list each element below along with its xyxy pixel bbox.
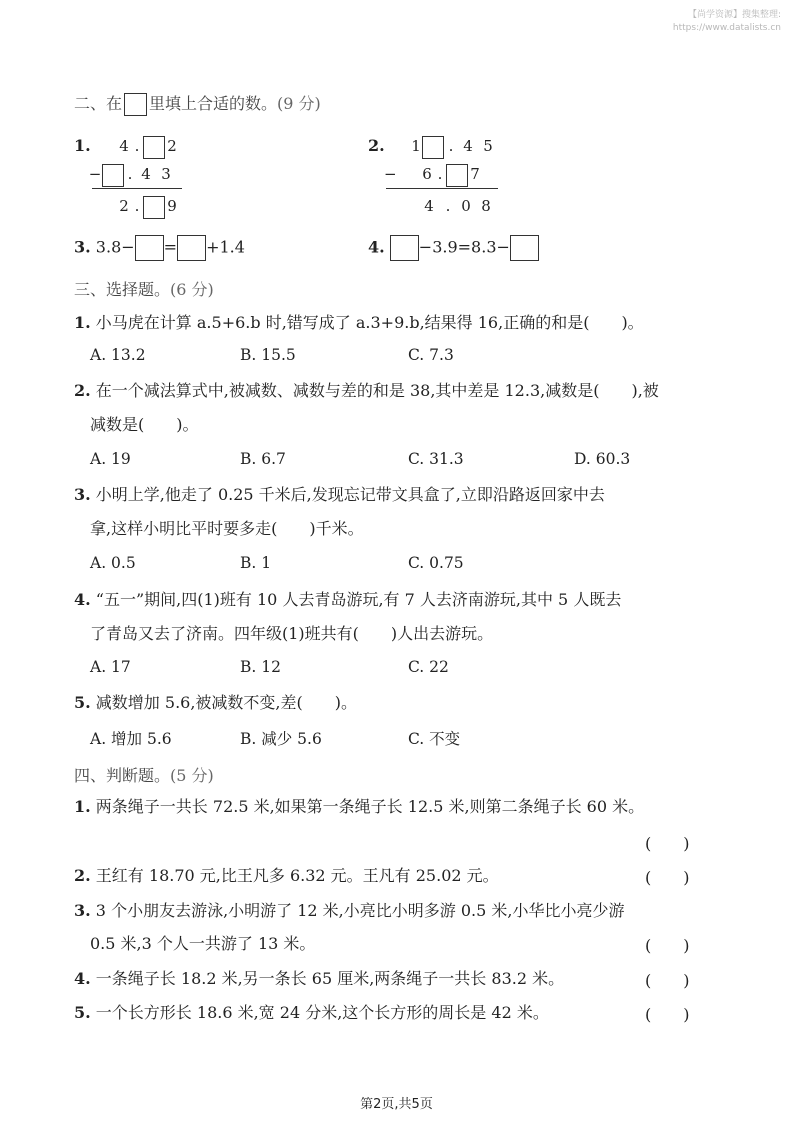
problem-3 bbox=[74, 235, 245, 261]
digit: 4 bbox=[424, 197, 434, 215]
section-2-title bbox=[74, 91, 321, 116]
problem-2-rule bbox=[386, 188, 498, 189]
choice-question-4 bbox=[74, 589, 621, 611]
question-text: 小马虎在计算 a.5+6.b 时,错写成了 a.3+9.b,结果得 16,正确的和是( )。 bbox=[95, 313, 644, 332]
judge-question-1 bbox=[74, 796, 644, 818]
option-a[interactable]: A. 17 bbox=[90, 658, 131, 676]
digit: 9 bbox=[167, 197, 177, 215]
question-number: 4. bbox=[74, 969, 91, 988]
digit: 1 bbox=[411, 137, 421, 155]
option-b[interactable]: B. 12 bbox=[240, 658, 281, 676]
question-number: 4. bbox=[74, 590, 91, 609]
option-c[interactable]: C. 31.3 bbox=[408, 450, 464, 468]
question-number: 2. bbox=[74, 381, 91, 400]
judge-question-5 bbox=[74, 1002, 549, 1024]
digit-answer-box[interactable] bbox=[446, 164, 468, 187]
option-c[interactable]: C. 不变 bbox=[408, 730, 461, 748]
answer-box-icon bbox=[124, 93, 147, 116]
question-text: 小明上学,他走了 0.25 千米后,发现忘记带文具盒了,立即沿路返回家中去 bbox=[95, 485, 605, 504]
problem-2-row-2 bbox=[384, 162, 482, 186]
option-d[interactable]: D. 60.3 bbox=[574, 450, 631, 468]
question-text-continued: 拿,这样小明比平时要多走( )千米。 bbox=[90, 519, 364, 538]
question-number: 5. bbox=[74, 693, 91, 712]
decimal-point: . bbox=[134, 137, 140, 155]
judge-question-2 bbox=[74, 865, 499, 887]
problem-2-row-3 bbox=[418, 194, 496, 218]
problem-4 bbox=[368, 235, 539, 261]
question-text: 在一个减法算式中,被减数、减数与差的和是 38,其中差是 12.3,减数是( ),被 bbox=[95, 381, 659, 400]
question-text: 一个长方形长 18.6 米,宽 24 分米,这个长方形的周长是 42 米。 bbox=[95, 1003, 549, 1022]
problem-1-row-2 bbox=[88, 162, 176, 186]
question-text: 一条绳子长 18.2 米,另一条长 65 厘米,两条绳子一共长 83.2 米。 bbox=[95, 969, 565, 988]
option-b[interactable]: B. 减少 5.6 bbox=[240, 730, 322, 748]
question-number: 1. bbox=[74, 313, 91, 332]
problem-2-number: 2. bbox=[368, 136, 385, 155]
question-text: 减数增加 5.6,被减数不变,差( )。 bbox=[95, 693, 357, 712]
digit: 8 bbox=[481, 197, 491, 215]
digit: 4 bbox=[463, 137, 473, 155]
answer-box[interactable] bbox=[135, 235, 164, 261]
decimal-point: . bbox=[437, 165, 443, 183]
choice-question-2 bbox=[74, 380, 659, 402]
digit: 5 bbox=[483, 137, 493, 155]
digit-answer-box[interactable] bbox=[143, 196, 165, 219]
answer-parentheses[interactable]: ( ) bbox=[645, 834, 690, 853]
section-2-points: (9 分) bbox=[277, 94, 321, 113]
question-text: 3 个小朋友去游泳,小明游了 12 米,小亮比小明多游 0.5 米,小华比小亮少游 bbox=[95, 901, 625, 920]
watermark bbox=[673, 9, 781, 35]
digit: 6 bbox=[422, 165, 432, 183]
answer-box[interactable] bbox=[177, 235, 206, 261]
judge-question-3 bbox=[74, 900, 624, 922]
section-3-title-text: 三、选择题。 bbox=[74, 280, 171, 299]
digit: 2 bbox=[167, 137, 177, 155]
choice-question-5 bbox=[74, 692, 357, 714]
decimal-point: . bbox=[445, 197, 451, 215]
problem-4-number: 4. bbox=[368, 237, 385, 257]
question-text-continued: 0.5 米,3 个人一共游了 13 米。 bbox=[90, 934, 316, 953]
section-3-title bbox=[74, 277, 214, 300]
answer-parentheses[interactable]: ( ) bbox=[645, 936, 690, 955]
digit: 3 bbox=[161, 165, 171, 183]
option-c[interactable]: C. 22 bbox=[408, 658, 449, 676]
question-number: 5. bbox=[74, 1003, 91, 1022]
digit: 4 bbox=[141, 165, 151, 183]
answer-box[interactable] bbox=[390, 235, 419, 261]
digit: 2 bbox=[119, 197, 129, 215]
section-3-points: (6 分) bbox=[170, 280, 214, 299]
answer-parentheses[interactable]: ( ) bbox=[645, 1005, 690, 1024]
answer-parentheses[interactable]: ( ) bbox=[645, 868, 690, 887]
problem-3-part-2: = bbox=[163, 237, 178, 257]
option-c[interactable]: C. 0.75 bbox=[408, 554, 464, 572]
section-2-title-pre: 二、在 bbox=[74, 94, 123, 113]
option-a[interactable]: A. 0.5 bbox=[90, 554, 136, 572]
option-a[interactable]: A. 19 bbox=[90, 450, 131, 468]
question-number: 3. bbox=[74, 901, 91, 920]
choice-question-3 bbox=[74, 484, 605, 506]
problem-1-number: 1. bbox=[74, 136, 91, 155]
question-text: “五一”期间,四(1)班有 10 人去青岛游玩,有 7 人去济南游玩,其中 5 人既去 bbox=[95, 590, 622, 609]
problem-2-row-1 bbox=[410, 134, 498, 158]
problem-1-row-1 bbox=[117, 134, 179, 158]
section-4-title-text: 四、判断题。 bbox=[74, 766, 171, 785]
digit: 4 bbox=[119, 137, 129, 155]
question-number: 1. bbox=[74, 797, 91, 816]
option-c[interactable]: C. 7.3 bbox=[408, 346, 454, 364]
option-a[interactable]: A. 增加 5.6 bbox=[90, 730, 172, 748]
watermark-line-2: https://www.datalists.cn bbox=[672, 23, 781, 33]
question-text-continued: 减数是( )。 bbox=[90, 415, 199, 434]
question-number: 3. bbox=[74, 485, 91, 504]
section-2-title-post: 里填上合适的数。 bbox=[149, 94, 278, 113]
question-text: 两条绳子一共长 72.5 米,如果第一条绳子长 12.5 米,则第二条绳子长 60 米。 bbox=[95, 797, 645, 816]
option-b[interactable]: B. 1 bbox=[240, 554, 272, 572]
problem-4-part-1: −3.9=8.3− bbox=[418, 237, 510, 257]
minus-sign: − bbox=[88, 165, 102, 183]
digit: 0 bbox=[461, 197, 471, 215]
section-4-title bbox=[74, 763, 214, 786]
judge-question-4 bbox=[74, 968, 564, 990]
digit-answer-box[interactable] bbox=[102, 164, 124, 187]
answer-parentheses[interactable]: ( ) bbox=[645, 971, 690, 990]
minus-sign: − bbox=[384, 165, 397, 183]
problem-3-number: 3. bbox=[74, 237, 91, 257]
choice-question-1 bbox=[74, 312, 644, 334]
digit-answer-box[interactable] bbox=[143, 136, 165, 159]
question-text: 王红有 18.70 元,比王凡多 6.32 元。王凡有 25.02 元。 bbox=[95, 866, 499, 885]
digit-answer-box[interactable] bbox=[422, 136, 444, 159]
question-text-continued: 了青岛又去了济南。四年级(1)班共有( )人出去游玩。 bbox=[90, 624, 494, 643]
decimal-point: . bbox=[134, 197, 140, 215]
problem-3-part-3: +1.4 bbox=[206, 237, 245, 257]
section-4-points: (5 分) bbox=[170, 766, 214, 785]
question-number: 2. bbox=[74, 866, 91, 885]
answer-box[interactable] bbox=[510, 235, 539, 261]
option-a[interactable]: A. 13.2 bbox=[90, 346, 146, 364]
option-b[interactable]: B. 15.5 bbox=[240, 346, 296, 364]
problem-3-part-1: 3.8− bbox=[95, 237, 135, 257]
decimal-point: . bbox=[448, 137, 454, 155]
page-number: 第2页,共5页 bbox=[360, 1097, 433, 1112]
watermark-line-1: 【尚学资源】搜集整理: bbox=[687, 10, 781, 20]
problem-1-rule bbox=[92, 188, 182, 189]
problem-1-row-3 bbox=[117, 194, 179, 218]
decimal-point: . bbox=[127, 165, 133, 183]
digit: 7 bbox=[470, 165, 480, 183]
option-b[interactable]: B. 6.7 bbox=[240, 450, 286, 468]
